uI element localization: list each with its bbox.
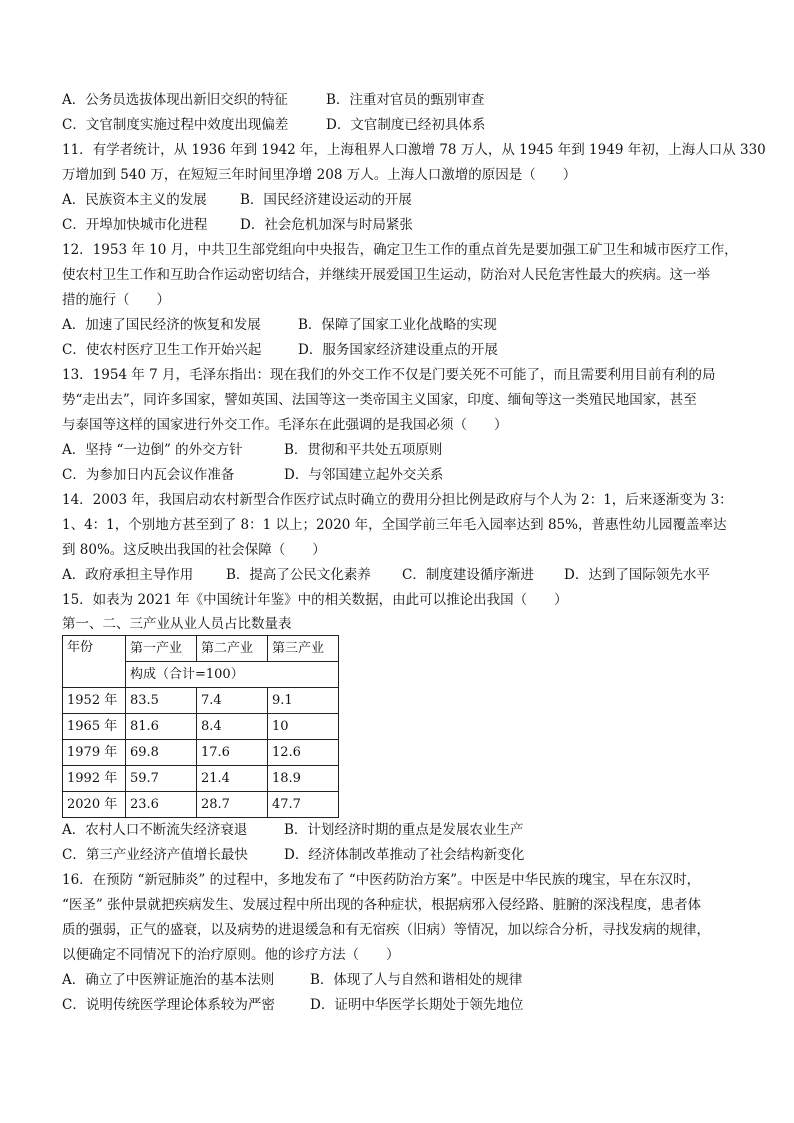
cell-tertiary: 47.7 xyxy=(268,792,339,818)
q15-data-table xyxy=(62,635,339,818)
table-row xyxy=(63,740,339,766)
q16-option-b[interactable]: B．体现了人与自然和谐相处的规律 xyxy=(310,972,523,988)
q14-stem-line-3: 到 80%。这反映出我国的社会保障（ ） xyxy=(62,542,326,558)
table-row xyxy=(63,766,339,792)
q14-option-b[interactable]: B．提高了公民文化素养 xyxy=(226,567,371,583)
q13-option-c[interactable]: C．为参加日内瓦会议作准备 xyxy=(62,467,235,483)
q16-option-d[interactable]: D．证明中华医学长期处于领先地位 xyxy=(310,997,524,1013)
header-year: 年份 xyxy=(63,636,126,688)
cell-year: 1992 年 xyxy=(63,766,126,792)
cell-year: 1979 年 xyxy=(63,740,126,766)
header-secondary: 第二产业 xyxy=(197,636,268,662)
q11-option-c[interactable]: C．开埠加快城市化进程 xyxy=(62,217,208,233)
header-primary: 第一产业 xyxy=(126,636,197,662)
q12-options-row-2 xyxy=(62,338,742,363)
q12-stem-line-2: 使农村卫生工作和互助合作运动密切结合，并继续开展爱国卫生运动，防治对人民危害性最大的疾病。这一举 xyxy=(62,267,710,283)
q14-option-d[interactable]: D．达到了国际领先水平 xyxy=(564,567,710,583)
q11-stem-line-1: 11．有学者统计，从 1936 年到 1942 年，上海租界人口激增 78 万人，从 1945 年到 1949 年初，上海人口从 330 xyxy=(62,142,766,158)
q16-options-row-2 xyxy=(62,993,742,1018)
cell-secondary: 28.7 xyxy=(197,792,268,818)
cell-secondary: 7.4 xyxy=(197,688,268,714)
cell-primary: 23.6 xyxy=(126,792,197,818)
q13-stem-line-3: 与泰国等这样的国家进行外交工作。毛泽东在此强调的是我国必须（ ） xyxy=(62,417,508,433)
q16-stem-line-2: “医圣” 张仲景就把疾病发生、发展过程中所出现的各种症状，根据病邪入侵经路、脏腑的深浅程度，患者体 xyxy=(62,897,702,913)
q10-options-row-2 xyxy=(62,113,742,138)
table-header-row xyxy=(63,636,339,662)
q16-options-row-1 xyxy=(62,968,742,993)
cell-secondary: 17.6 xyxy=(197,740,268,766)
q13-options-row-2 xyxy=(62,463,742,488)
q14-option-a[interactable]: A．政府承担主导作用 xyxy=(62,567,194,583)
exam-page xyxy=(62,88,766,1018)
cell-tertiary: 9.1 xyxy=(268,688,339,714)
cell-secondary: 8.4 xyxy=(197,714,268,740)
q10-option-c[interactable]: C．文官制度实施过程中效度出现偏差 xyxy=(62,117,289,133)
q11-option-b[interactable]: B．国民经济建设运动的开展 xyxy=(240,192,412,208)
q14-options-row xyxy=(62,563,742,588)
q10-options-row-1 xyxy=(62,88,742,113)
q13-option-d[interactable]: D．与邻国建立起外交关系 xyxy=(284,467,444,483)
q13-stem-line-2: 势“走出去”，同许多国家，譬如英国、法国等这一类帝国主义国家，印度、缅甸等这一类殖民地国家，甚至 xyxy=(62,392,697,408)
cell-tertiary: 10 xyxy=(268,714,339,740)
q10-option-d[interactable]: D．文官制度已经初具体系 xyxy=(326,117,486,133)
q12-options-row-1 xyxy=(62,313,742,338)
q16-stem-line-4: 以便确定不同情况下的治疗原则。他的诊疗方法（ ） xyxy=(62,947,400,963)
q16-option-a[interactable]: A．确立了中医辨证施治的基本法则 xyxy=(62,972,275,988)
q11-option-d[interactable]: D．社会危机加深与时局紧张 xyxy=(240,217,413,233)
q12-stem-line-1: 12．1953 年 10 月，中共卫生部党组向中央报告，确定卫生工作的重点首先是要加强工矿卫生和城市医疗工作， xyxy=(62,242,738,258)
q12-option-a[interactable]: A．加速了国民经济的恢复和发展 xyxy=(62,317,261,333)
q14-stem-line-2: 1、4：1，个别地方甚至到了 8：1 以上；2020 年，全国学前三年毛入园率达到 85%，普惠性幼儿园覆盖率达 xyxy=(62,517,727,533)
q11-stem-line-2: 万增加到 540 万，在短短三年时间里净增 208 万人。上海人口激增的原因是（ ） xyxy=(62,167,577,183)
cell-primary: 81.6 xyxy=(126,714,197,740)
table-row xyxy=(63,792,339,818)
q15-option-a[interactable]: A．农村人口不断流失经济衰退 xyxy=(62,822,248,838)
cell-primary: 59.7 xyxy=(126,766,197,792)
cell-secondary: 21.4 xyxy=(197,766,268,792)
q15-option-c[interactable]: C．第三产业经济产值增长最快 xyxy=(62,847,248,863)
q13-option-a[interactable]: A．坚持 “一边倒” 的外交方针 xyxy=(62,442,243,458)
q12-option-b[interactable]: B．保障了国家工业化战略的实现 xyxy=(298,317,497,333)
q16-option-c[interactable]: C．说明传统医学理论体系较为严密 xyxy=(62,997,275,1013)
q14-option-c[interactable]: C．制度建设循序渐进 xyxy=(402,567,534,583)
cell-year: 1952 年 xyxy=(63,688,126,714)
q15-option-b[interactable]: B．计划经济时期的重点是发展农业生产 xyxy=(284,822,524,838)
q14-stem-line-1: 14．2003 年，我国启动农村新型合作医疗试点时确立的费用分担比例是政府与个人为 2：1，后来逐渐变为 3： xyxy=(62,492,733,508)
cell-year: 1965 年 xyxy=(63,714,126,740)
q11-options-row-2 xyxy=(62,213,742,238)
cell-primary: 69.8 xyxy=(126,740,197,766)
header-tertiary: 第三产业 xyxy=(268,636,339,662)
q12-option-d[interactable]: D．服务国家经济建设重点的开展 xyxy=(298,342,498,358)
q13-option-b[interactable]: B．贯彻和平共处五项原则 xyxy=(284,442,443,458)
q11-option-a[interactable]: A．民族资本主义的发展 xyxy=(62,192,207,208)
q16-stem-line-3: 质的强弱，正气的盛衰，以及病势的进退缓急和有无宿疾（旧病）等情况，加以综合分析，寻找发病的规律， xyxy=(62,922,710,938)
cell-primary: 83.5 xyxy=(126,688,197,714)
q10-option-a[interactable]: A．公务员选拔体现出新旧交织的特征 xyxy=(62,92,288,108)
table-row xyxy=(63,714,339,740)
q15-options-row-2 xyxy=(62,843,742,868)
cell-tertiary: 12.6 xyxy=(268,740,339,766)
cell-tertiary: 18.9 xyxy=(268,766,339,792)
q10-option-b[interactable]: B．注重对官员的甄别审查 xyxy=(326,92,485,108)
q15-stem-line-1: 15．如表为 2021 年《中国统计年鉴》中的相关数据，由此可以推论出我国（ ） xyxy=(62,592,568,608)
q15-options-row-1 xyxy=(62,818,742,843)
q15-option-d[interactable]: D．经济体制改革推动了社会结构新变化 xyxy=(284,847,525,863)
header-composition: 构成（合计=100） xyxy=(126,662,339,688)
q13-options-row-1 xyxy=(62,438,742,463)
q12-stem-line-3: 措的施行（ ） xyxy=(62,292,170,308)
q12-option-c[interactable]: C．使农村医疗卫生工作开始兴起 xyxy=(62,342,262,358)
q15-table-title: 第一、二、三产业从业人员占比数量表 xyxy=(62,616,292,632)
q13-stem-line-1: 13．1954 年 7 月，毛泽东指出：现在我们的外交工作不仅是门要关死不可能了，而且需要利用目前有利的局 xyxy=(62,367,716,383)
q11-options-row-1 xyxy=(62,188,742,213)
q16-stem-line-1: 16．在预防 “新冠肺炎” 的过程中，多地发布了 “中医药防治方案”。中医是中华民族的瑰宝，早在东汉时， xyxy=(62,872,701,888)
cell-year: 2020 年 xyxy=(63,792,126,818)
table-row xyxy=(63,688,339,714)
